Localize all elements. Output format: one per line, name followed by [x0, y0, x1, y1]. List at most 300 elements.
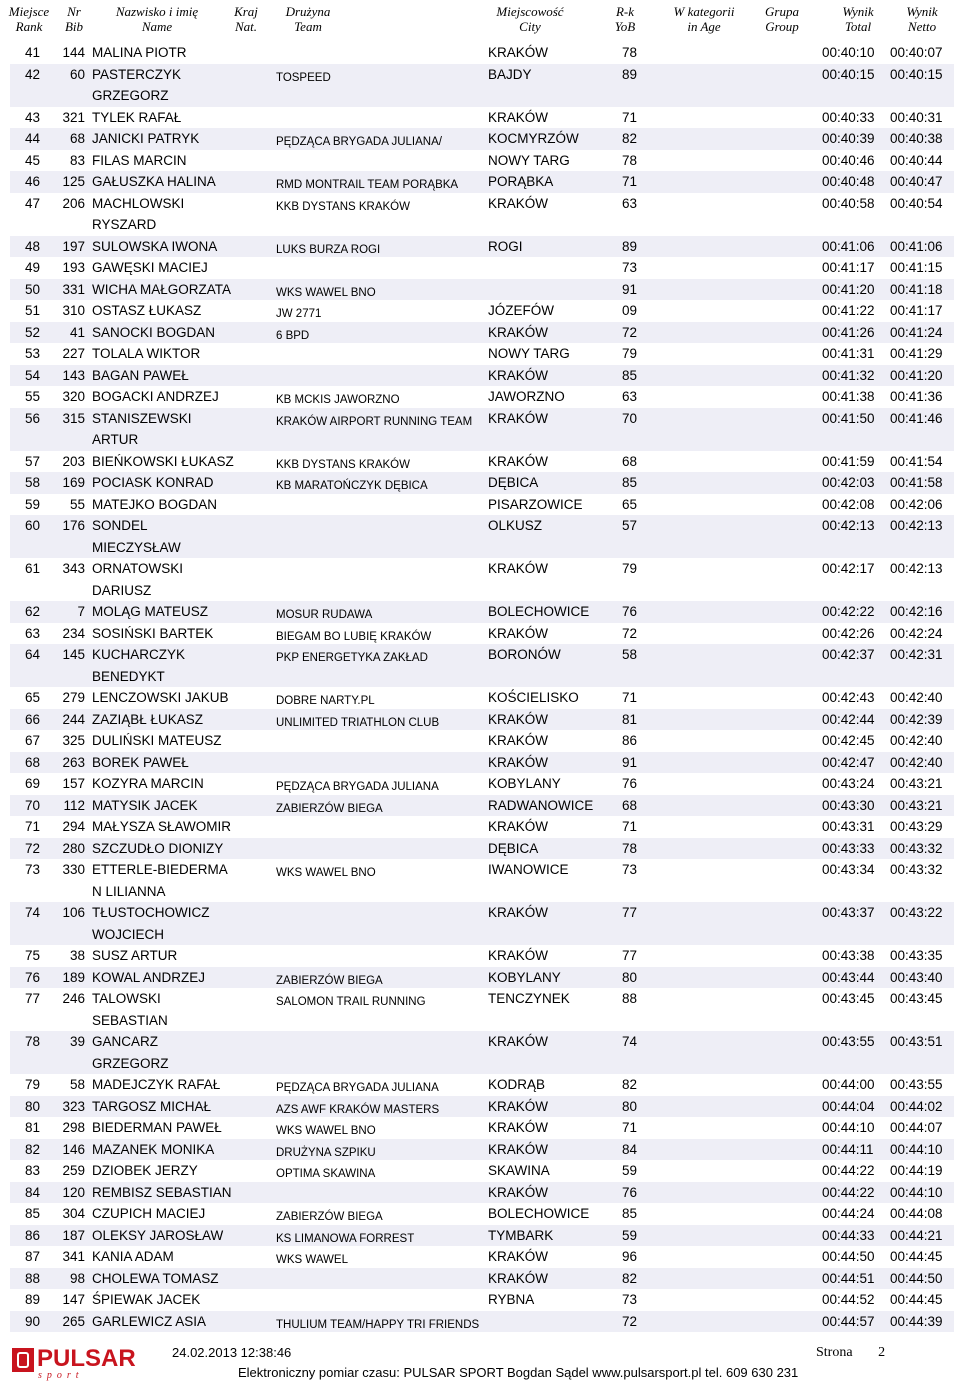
- cell-rank: 41: [24, 45, 40, 60]
- cell-netto: 00:42:13: [890, 561, 943, 576]
- name-line: REMBISZ SEBASTIAN: [92, 1184, 232, 1200]
- name-line: MOLĄG MATEUSZ: [92, 604, 209, 619]
- header-rank: Miejsce Rank: [8, 4, 50, 34]
- cell-bib: 234: [62, 625, 85, 641]
- cell-rank: 70: [24, 797, 40, 813]
- table-row: [10, 623, 954, 645]
- table-row: [10, 107, 954, 129]
- cell-rank: 84: [24, 1184, 40, 1200]
- cell-city: KRAKÓW: [488, 1141, 549, 1157]
- cell-city: KRAKÓW: [488, 195, 549, 211]
- cell-rank: 53: [24, 346, 40, 361]
- cell-team: KKB DYSTANS KRAKÓW: [276, 200, 410, 213]
- table-row: [10, 193, 954, 236]
- cell-netto: 00:44:45: [890, 1249, 943, 1264]
- cell-netto: 00:40:31: [890, 109, 943, 125]
- page-indicator: [816, 1345, 885, 1361]
- cell-total: 00:41:32: [822, 367, 875, 383]
- cell-yob: 70: [622, 410, 638, 426]
- cell-bib: 193: [62, 260, 85, 275]
- table-row: [10, 515, 954, 558]
- cell-total: 00:43:37: [822, 905, 875, 920]
- cell-bib: 83: [69, 152, 85, 168]
- cell-name: [92, 1289, 262, 1311]
- timing-credit: Elektroniczny pomiar czasu: PULSAR SPORT Bogdan Sądel www.pulsarsport.pl tel. 609 630 231: [238, 1365, 799, 1380]
- cell-total: 00:41:17: [822, 260, 875, 275]
- cell-bib: 41: [69, 324, 85, 340]
- table-row: [10, 1268, 954, 1290]
- cell-city: KRAKÓW: [488, 1098, 549, 1114]
- cell-netto: 00:44:39: [890, 1313, 943, 1329]
- name-line: STANISZEWSKI: [92, 410, 192, 426]
- header-category: W kategorii in Age: [673, 4, 735, 34]
- name-line: RYSZARD: [92, 217, 157, 232]
- name-line: TARGOSZ MICHAŁ: [92, 1098, 212, 1114]
- cell-rank: 45: [24, 152, 40, 168]
- cell-yob: 85: [622, 367, 638, 383]
- cell-name: [92, 644, 262, 687]
- name-line: KOWAL ANDRZEJ: [92, 969, 206, 985]
- cell-total: 00:42:47: [822, 754, 875, 770]
- name-line: BOREK PAWEŁ: [92, 754, 189, 770]
- cell-name: [92, 257, 262, 279]
- cell-team: ZABIERZÓW BIEGA: [276, 1211, 383, 1223]
- cell-bib: 197: [62, 238, 85, 254]
- logo-subtitle: sport: [38, 1370, 84, 1381]
- cell-netto: 00:40:15: [890, 66, 943, 82]
- cell-yob: 76: [622, 776, 638, 791]
- cell-city: PISARZOWICE: [488, 496, 583, 512]
- table-row: [10, 408, 954, 451]
- cell-rank: 73: [24, 862, 40, 877]
- cell-yob: 57: [622, 518, 638, 533]
- name-line: PASTERCZYK: [92, 66, 182, 82]
- cell-name: [92, 279, 262, 301]
- cell-yob: 71: [622, 819, 638, 834]
- cell-netto: 00:42:13: [890, 518, 943, 533]
- cell-yob: 77: [622, 948, 638, 963]
- name-line: SUSZ ARTUR: [92, 948, 178, 963]
- cell-rank: 65: [24, 690, 40, 705]
- table-row: [10, 42, 954, 64]
- cell-bib: 106: [62, 905, 85, 920]
- cell-team: DRUŻYNA SZPIKU: [276, 1146, 376, 1159]
- table-header: [0, 0, 960, 38]
- cell-total: 00:40:15: [822, 66, 875, 82]
- cell-team: KS LIMANOWA FORREST: [276, 1232, 415, 1245]
- name-line: SULOWSKA IWONA: [92, 238, 218, 254]
- cell-bib: 323: [62, 1098, 85, 1114]
- cell-bib: 304: [62, 1206, 85, 1221]
- cell-yob: 09: [622, 303, 638, 318]
- cell-name: [92, 945, 262, 967]
- name-line: DULIŃSKI MATEUSZ: [92, 733, 222, 748]
- cell-total: 00:44:22: [822, 1184, 875, 1200]
- cell-city: RYBNA: [488, 1292, 535, 1307]
- cell-netto: 00:42:40: [890, 754, 943, 770]
- cell-total: 00:42:08: [822, 496, 875, 512]
- cell-yob: 85: [622, 1206, 638, 1221]
- cell-city: DĘBICA: [488, 840, 539, 856]
- cell-netto: 00:40:07: [890, 45, 943, 60]
- cell-team: PĘDZĄCA BRYGADA JULIANA: [276, 781, 439, 793]
- cell-team: MOSUR RUDAWA: [276, 609, 373, 621]
- cell-bib: 98: [69, 1270, 85, 1286]
- cell-city: DĘBICA: [488, 475, 539, 490]
- cell-netto: 00:42:06: [890, 496, 943, 512]
- cell-city: OLKUSZ: [488, 518, 543, 533]
- cell-netto: 00:44:02: [890, 1098, 943, 1114]
- cell-rank: 87: [24, 1249, 40, 1264]
- cell-netto: 00:43:32: [890, 862, 943, 877]
- table-row: [10, 730, 954, 752]
- cell-total: 00:44:04: [822, 1098, 875, 1114]
- cell-total: 00:44:57: [822, 1313, 875, 1329]
- cell-netto: 00:42:31: [890, 647, 943, 662]
- name-line: KANIA ADAM: [92, 1249, 174, 1264]
- cell-total: 00:42:37: [822, 647, 875, 662]
- header-total: Wynik Total: [842, 4, 874, 34]
- cell-team: THULIUM TEAM/HAPPY TRI FRIENDS: [276, 1318, 480, 1331]
- cell-city: IWANOWICE: [488, 862, 569, 877]
- name-line: GAWĘSKI MACIEJ: [92, 260, 208, 275]
- table-row: [10, 300, 954, 322]
- cell-total: 00:41:59: [822, 453, 875, 469]
- cell-netto: 00:43:35: [890, 948, 943, 963]
- cell-rank: 86: [24, 1227, 40, 1243]
- cell-city: NOWY TARG: [488, 152, 570, 168]
- table-row: [10, 967, 954, 989]
- table-row: [10, 171, 954, 193]
- cell-rank: 82: [24, 1141, 40, 1157]
- cell-team: ZABIERZÓW BIEGA: [276, 974, 383, 987]
- cell-netto: 00:43:22: [890, 905, 943, 920]
- cell-total: 00:42:22: [822, 604, 875, 619]
- name-line: BAGAN PAWEŁ: [92, 367, 189, 383]
- cell-name: [92, 1268, 262, 1290]
- table-row: [10, 752, 954, 774]
- cell-name: [92, 730, 262, 752]
- cell-name: [92, 494, 262, 516]
- cell-netto: 00:43:21: [890, 776, 943, 791]
- cell-netto: 00:40:44: [890, 152, 943, 168]
- name-line: MAŁYSZA SŁAWOMIR: [92, 819, 232, 834]
- cell-total: 00:43:30: [822, 797, 875, 813]
- table-row: [10, 558, 954, 601]
- cell-name: [92, 709, 262, 731]
- pulsar-logo-icon: [12, 1348, 34, 1372]
- name-line: GANCARZ: [92, 1034, 159, 1049]
- name-line: SONDEL: [92, 518, 148, 533]
- cell-rank: 81: [24, 1120, 40, 1135]
- cell-netto: 00:40:47: [890, 174, 943, 189]
- cell-team: LUKS BURZA ROGI: [276, 243, 381, 256]
- cell-yob: 88: [622, 991, 638, 1006]
- cell-bib: 206: [62, 195, 85, 211]
- cell-name: [92, 1096, 262, 1118]
- header-group: Grupa Group: [765, 4, 799, 34]
- cell-netto: 00:43:21: [890, 797, 943, 813]
- cell-rank: 76: [24, 969, 40, 985]
- cell-bib: 265: [62, 1313, 85, 1329]
- name-line: OSTASZ ŁUKASZ: [92, 303, 202, 318]
- cell-netto: 00:44:21: [890, 1227, 943, 1243]
- cell-netto: 00:44:19: [890, 1163, 943, 1178]
- cell-yob: 71: [622, 1120, 638, 1135]
- cell-rank: 58: [24, 475, 40, 490]
- name-line: TŁUSTOCHOWICZ: [92, 905, 210, 920]
- cell-name: [92, 1311, 262, 1333]
- name-line: LENCZOWSKI JAKUB: [92, 690, 229, 705]
- cell-rank: 48: [24, 238, 40, 254]
- cell-bib: 125: [62, 174, 85, 189]
- table-row: [10, 494, 954, 516]
- cell-name: [92, 300, 262, 322]
- cell-rank: 57: [24, 453, 40, 469]
- name-line: JANICKI PATRYK: [92, 131, 200, 146]
- cell-name: [92, 902, 262, 945]
- cell-yob: 78: [622, 152, 638, 168]
- cell-city: SKAWINA: [488, 1163, 550, 1178]
- pulsar-sport-logo: [12, 1345, 136, 1381]
- cell-total: 00:40:10: [822, 45, 875, 60]
- cell-bib: 310: [62, 303, 85, 318]
- cell-name: [92, 1225, 262, 1247]
- name-line: DZIOBEK JERZY: [92, 1163, 198, 1178]
- name-line: ORNATOWSKI: [92, 561, 184, 576]
- cell-bib: 325: [62, 733, 85, 748]
- cell-yob: 85: [622, 475, 638, 490]
- cell-total: 00:42:13: [822, 518, 875, 533]
- cell-total: 00:42:26: [822, 625, 875, 641]
- cell-netto: 00:44:10: [890, 1141, 943, 1157]
- cell-team: KKB DYSTANS KRAKÓW: [276, 458, 410, 471]
- cell-name: [92, 687, 262, 709]
- cell-netto: 00:42:39: [890, 711, 943, 727]
- table-row: [10, 64, 954, 107]
- cell-yob: 73: [622, 862, 638, 877]
- cell-rank: 51: [24, 303, 40, 318]
- cell-bib: 203: [62, 453, 85, 469]
- cell-city: KOBYLANY: [488, 969, 561, 985]
- cell-name: [92, 451, 262, 473]
- name-line: SEBASTIAN: [92, 1012, 168, 1028]
- cell-rank: 85: [24, 1206, 40, 1221]
- cell-yob: 80: [622, 1098, 638, 1114]
- name-line: KOZYRA MARCIN: [92, 776, 204, 791]
- cell-name: [92, 365, 262, 387]
- cell-total: 00:44:10: [822, 1120, 875, 1135]
- cell-total: 00:44:51: [822, 1270, 875, 1286]
- cell-yob: 74: [622, 1034, 638, 1049]
- table-row: [10, 1074, 954, 1096]
- cell-name: [92, 838, 262, 860]
- cell-city: KRAKÓW: [488, 754, 549, 770]
- cell-team: DOBRE NARTY.PL: [276, 695, 375, 707]
- table-row: [10, 644, 954, 687]
- cell-bib: 320: [62, 389, 85, 404]
- cell-total: 00:44:50: [822, 1249, 875, 1264]
- cell-name: [92, 988, 262, 1031]
- table-row: [10, 365, 954, 387]
- cell-total: 00:43:44: [822, 969, 875, 985]
- name-line: ŚPIEWAK JACEK: [92, 1292, 201, 1307]
- cell-bib: 227: [62, 346, 85, 361]
- cell-city: JÓZEFÓW: [488, 303, 554, 318]
- cell-rank: 75: [24, 948, 40, 963]
- cell-team: PĘDZĄCA BRYGADA JULIANA/: [276, 136, 442, 148]
- cell-yob: 80: [622, 969, 638, 985]
- cell-netto: 00:43:40: [890, 969, 943, 985]
- cell-name: [92, 1246, 262, 1268]
- page-footer: [0, 1338, 960, 1384]
- cell-name: [92, 386, 262, 408]
- cell-city: KOCMYRZÓW: [488, 131, 579, 146]
- cell-netto: 00:42:16: [890, 604, 943, 619]
- name-line: BIEŃKOWSKI ŁUKASZ: [92, 453, 234, 469]
- cell-bib: 169: [62, 475, 85, 490]
- table-row: [10, 1139, 954, 1161]
- cell-city: KRAKÓW: [488, 561, 549, 576]
- cell-yob: 68: [622, 797, 638, 813]
- cell-team: SALOMON TRAIL RUNNING: [276, 996, 426, 1008]
- cell-bib: 38: [69, 948, 85, 963]
- cell-yob: 79: [622, 346, 638, 361]
- cell-bib: 315: [62, 410, 85, 426]
- cell-city: TENCZYNEK: [488, 991, 570, 1006]
- cell-name: [92, 1117, 262, 1139]
- name-line: MIECZYSŁAW: [92, 539, 181, 555]
- cell-team: PKP ENERGETYKA ZAKŁAD: [276, 652, 428, 664]
- cell-yob: 82: [622, 1077, 638, 1092]
- cell-netto: 00:44:45: [890, 1292, 943, 1307]
- cell-rank: 62: [24, 604, 40, 619]
- cell-yob: 89: [622, 238, 638, 254]
- table-row: [10, 322, 954, 344]
- cell-yob: 59: [622, 1163, 638, 1178]
- cell-yob: 76: [622, 1184, 638, 1200]
- cell-total: 00:43:31: [822, 819, 875, 834]
- cell-rank: 77: [24, 991, 40, 1006]
- cell-bib: 157: [62, 776, 85, 791]
- cell-rank: 46: [24, 174, 40, 189]
- table-row: [10, 687, 954, 709]
- name-line: MACHLOWSKI: [92, 195, 185, 211]
- cell-total: 00:44:33: [822, 1227, 875, 1243]
- cell-city: KRAKÓW: [488, 453, 549, 469]
- cell-rank: 66: [24, 711, 40, 727]
- cell-total: 00:41:38: [822, 389, 875, 404]
- cell-city: KRAKÓW: [488, 905, 549, 920]
- cell-yob: 73: [622, 260, 638, 275]
- cell-netto: 00:41:17: [890, 303, 943, 318]
- name-line: SANOCKI BOGDAN: [92, 324, 216, 340]
- cell-yob: 84: [622, 1141, 638, 1157]
- cell-city: KRAKÓW: [488, 733, 549, 748]
- header-netto: Wynik Netto: [906, 4, 938, 34]
- name-line: ZAZIĄBŁ ŁUKASZ: [92, 711, 204, 727]
- header-city: Miejscowość City: [496, 4, 564, 34]
- cell-rank: 80: [24, 1098, 40, 1114]
- cell-city: BAJDY: [488, 66, 532, 82]
- cell-netto: 00:43:55: [890, 1077, 943, 1092]
- cell-yob: 72: [622, 1313, 638, 1329]
- table-row: [10, 795, 954, 817]
- cell-yob: 71: [622, 174, 638, 189]
- table-row: [10, 257, 954, 279]
- cell-bib: 147: [62, 1292, 85, 1307]
- table-row: [10, 1160, 954, 1182]
- table-row: [10, 451, 954, 473]
- table-row: [10, 1225, 954, 1247]
- cell-team: WKS WAWEL BNO: [276, 286, 376, 299]
- header-bib: Nr Bib: [64, 4, 84, 34]
- name-line: MADEJCZYK RAFAŁ: [92, 1077, 221, 1092]
- cell-rank: 59: [24, 496, 40, 512]
- cell-city: KRAKÓW: [488, 1034, 549, 1049]
- cell-bib: 143: [62, 367, 85, 383]
- cell-team: ZABIERZÓW BIEGA: [276, 802, 383, 815]
- table-row: [10, 601, 954, 623]
- cell-total: 00:42:17: [822, 561, 875, 576]
- cell-yob: 63: [622, 389, 638, 404]
- cell-total: 00:41:20: [822, 281, 875, 297]
- name-line: N LILIANNA: [92, 883, 166, 899]
- cell-total: 00:41:31: [822, 346, 875, 361]
- cell-netto: 00:40:38: [890, 131, 943, 146]
- cell-bib: 189: [62, 969, 85, 985]
- cell-city: KRAKÓW: [488, 625, 549, 641]
- cell-yob: 82: [622, 131, 638, 146]
- cell-name: [92, 150, 262, 172]
- cell-bib: 7: [77, 604, 85, 619]
- cell-team: OPTIMA SKAWINA: [276, 1168, 376, 1180]
- cell-rank: 74: [24, 905, 40, 920]
- cell-rank: 63: [24, 625, 40, 641]
- cell-rank: 67: [24, 733, 40, 748]
- cell-name: [92, 795, 262, 817]
- cell-city: BORONÓW: [488, 647, 561, 662]
- header-team: Drużyna Team: [285, 4, 331, 34]
- cell-netto: 00:43:51: [890, 1034, 943, 1049]
- cell-team: UNLIMITED TRIATHLON CLUB: [276, 716, 440, 729]
- cell-total: 00:43:38: [822, 948, 875, 963]
- name-line: CHOLEWA TOMASZ: [92, 1270, 219, 1286]
- cell-name: [92, 752, 262, 774]
- cell-netto: 00:43:32: [890, 840, 943, 856]
- cell-yob: 68: [622, 453, 638, 469]
- cell-yob: 91: [622, 754, 638, 770]
- cell-netto: 00:41:36: [890, 389, 943, 404]
- name-line: MALINA PIOTR: [92, 45, 187, 60]
- cell-name: [92, 1160, 262, 1182]
- cell-rank: 43: [24, 109, 40, 125]
- table-row: [10, 150, 954, 172]
- cell-name: [92, 322, 262, 344]
- cell-bib: 68: [69, 131, 85, 146]
- cell-netto: 00:41:24: [890, 324, 943, 340]
- cell-name: [92, 967, 262, 989]
- cell-netto: 00:40:54: [890, 195, 943, 211]
- cell-yob: 82: [622, 1270, 638, 1286]
- cell-total: 00:42:03: [822, 475, 875, 490]
- name-line: POCIASK KONRAD: [92, 475, 214, 490]
- cell-bib: 330: [62, 862, 85, 877]
- cell-bib: 60: [69, 66, 85, 82]
- cell-name: [92, 1203, 262, 1225]
- table-row: [10, 279, 954, 301]
- cell-netto: 00:41:46: [890, 410, 943, 426]
